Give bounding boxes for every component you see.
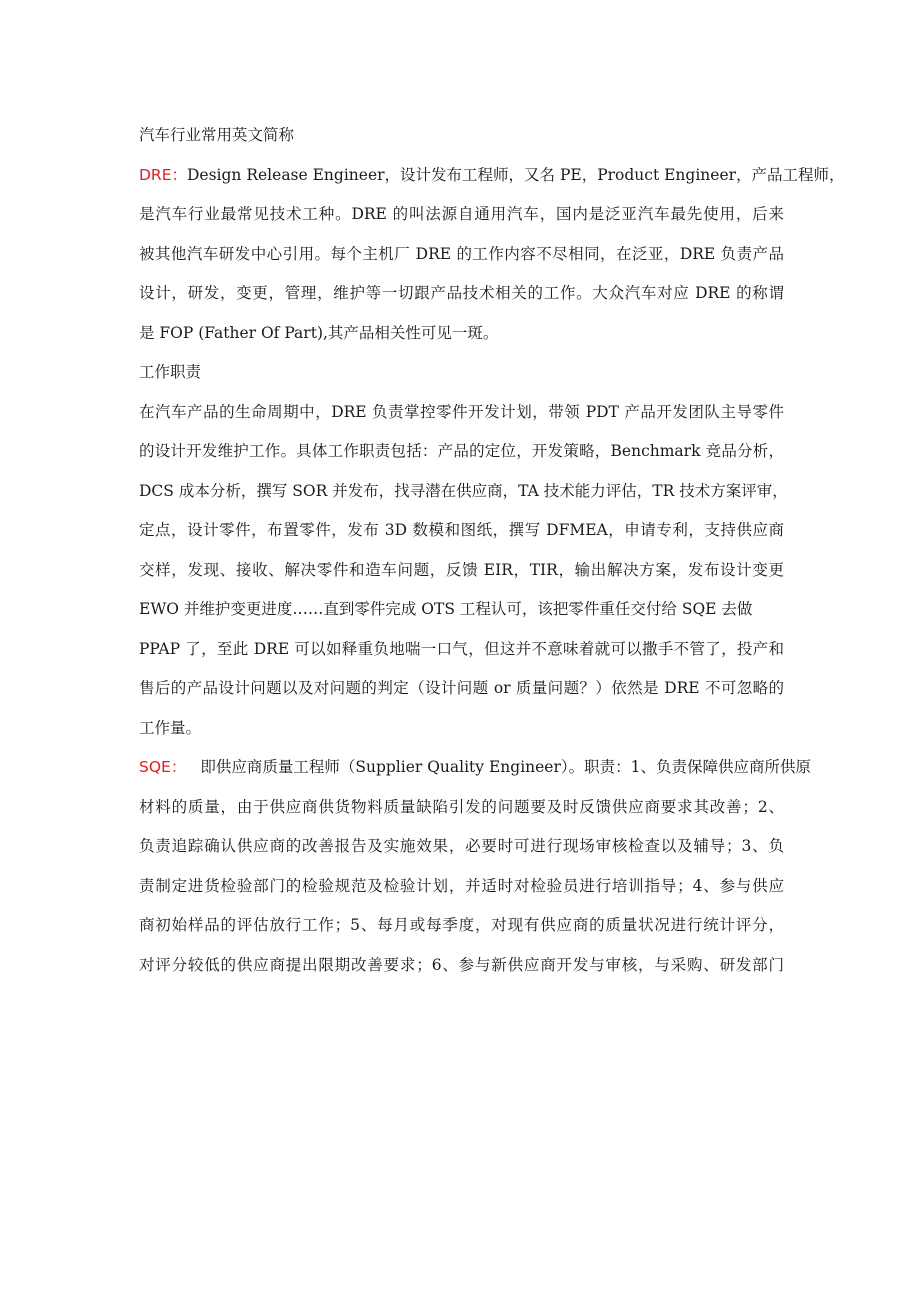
sqe-line-2: 材料的质量，由于供应商供货物料质量缺陷引发的问题要及时反馈供应商要求其改善；2、 [139,797,784,816]
duties-line-4: 定点，设计零件，布置零件，发布 3D 数模和图纸，撰写 DFMEA，申请专利，支持供应商 [139,521,784,539]
sqe-paragraph [139,748,811,985]
dre-line-4: 设计，研发，变更，管理，维护等一切跟产品技术相关的工作。大众汽车对应 DRE 的称谓 [139,284,784,302]
sqe-line-1: SQE： 即供应商质量工程师（Supplier Quality Engineer）。职责：1、负责保障供应商所供原 [139,758,811,776]
duties-line-7: PPAP 了，至此 DRE 可以如释重负地喘一口气，但这并不意味着就可以撒手不管了，投产和 [139,639,784,658]
dre-line-2: 是汽车行业最常见技术工种。DRE 的叫法源自通用汽车，国内是泛亚汽车最先使用，后来 [139,205,784,223]
sqe-line-5: 商初始样品的评估放行工作；5、每月或每季度，对现有供应商的质量状况进行统计评分， [139,916,784,934]
dre-label: DRE： [139,165,187,184]
duties-line-1: 在汽车产品的生命周期中，DRE 负责掌控零件开发计划，带领 PDT 产品开发团队主导零件 [139,402,784,421]
duties-line-6: EWO 并维护变更进度……直到零件完成 OTS 工程认可，该把零件重任交付给 SQE 去做 [139,600,753,618]
sqe-line-3: 负责追踪确认供应商的改善报告及实施效果，必要时可进行现场审核检查以及辅导；3、负 [139,837,784,855]
duties-line-3: DCS 成本分析，撰写 SOR 并发布，找寻潜在供应商，TA 技术能力评估，TR 技术方案评审， [139,481,788,500]
dre-line-3: 被其他汽车研发中心引用。每个主机厂 DRE 的工作内容不尽相同，在泛亚，DRE 负责产品 [139,244,784,263]
duties-paragraph [139,393,788,749]
duties-line-2: 的设计开发维护工作。具体工作职责包括：产品的定位，开发策略，Benchmark 竞品分析， [139,442,784,460]
dre-line-5: 是 FOP (Father Of Part),其产品相关性可见一斑。 [139,323,499,342]
duties-line-5: 交样，发现、接收、解决零件和造车问题，反馈 EIR，TIR，输出解决方案，发布设计变更 [139,560,784,579]
dre-line-1: DRE：Design Release Engineer，设计发布工程师，又名 PE，Product Engineer，产品工程师， [139,165,845,184]
sqe-label: SQE： [139,758,187,776]
document-body [139,116,845,985]
sqe-line-4: 责制定进货检验部门的检验规范及检验计划，并适时对检验员进行培训指导；4、参与供应 [139,876,784,895]
duties-heading: 工作职责 [139,363,202,381]
sqe-line-6: 对评分较低的供应商提出限期改善要求；6、参与新供应商开发与审核，与采购、研发部门 [139,955,784,974]
duties-line-9: 工作量。 [139,718,202,737]
duties-line-8: 售后的产品设计问题以及对问题的判定（设计问题 or 质量问题？）依然是 DRE 不可忽略的 [139,679,784,697]
dre-paragraph [139,156,845,354]
document-title: 汽车行业常用英文简称 [139,126,295,144]
